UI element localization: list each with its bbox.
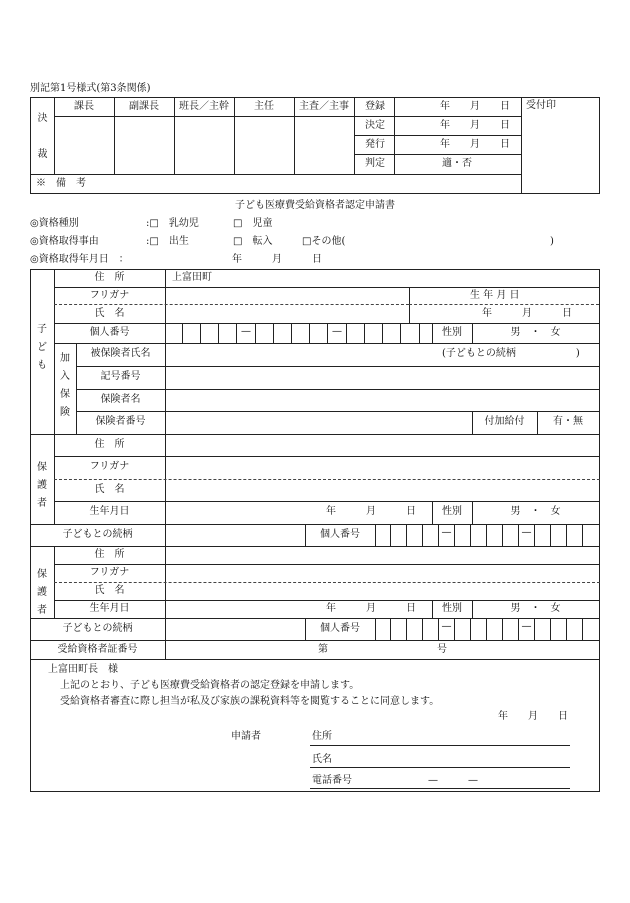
status-value-issued: 年 月 日 <box>440 139 510 150</box>
applicant-address-label: 住所 <box>312 731 332 742</box>
insurance-side-label: 加入保険 <box>60 353 70 418</box>
qualification-date-value[interactable]: 年 月 日 <box>232 254 322 265</box>
child-birth-label: 生 年 月 日 <box>470 290 520 301</box>
child-birth-value[interactable]: 年 月 日 <box>482 308 572 319</box>
guardian1-address-label: 住 所 <box>94 439 125 450</box>
insurer-name-label: 保険者名 <box>100 394 141 405</box>
guardian2-furigana-label: フリガナ <box>89 567 130 578</box>
guardian1-birth-value[interactable]: 年 月 日 <box>326 506 416 517</box>
remarks-label: ※ 備 考 <box>36 178 86 189</box>
applicant-phone-separators[interactable]: — — <box>428 775 478 786</box>
option-other[interactable]: □その他( <box>302 236 346 247</box>
insurer-number-label: 保険者番号 <box>95 416 146 427</box>
child-mynumber-label: 個人番号 <box>89 327 130 338</box>
child-address-label: 住 所 <box>94 272 125 283</box>
symbol-number-label: 記号番号 <box>100 371 141 382</box>
guardian1-birth-label: 生年月日 <box>89 506 130 517</box>
approval-col-hancho: 班長／主幹 <box>179 101 229 112</box>
child-furigana-label: フリガナ <box>89 290 130 301</box>
status-value-registered: 年 月 日 <box>440 101 510 112</box>
supplement-value[interactable]: 有・無 <box>553 416 583 427</box>
certificate-suffix: 号 <box>437 644 447 655</box>
supplement-label: 付加給付 <box>484 416 525 427</box>
declaration-date[interactable]: 年 月 日 <box>498 711 568 722</box>
status-label-decided: 決定 <box>365 120 385 131</box>
guardian2-birth-label: 生年月日 <box>89 603 130 614</box>
guardian2-sex-value[interactable]: 男 ・ 女 <box>510 603 561 614</box>
applicant-phone-label: 電話番号 <box>312 775 352 786</box>
certificate-label: 受給資格者証番号 <box>57 644 138 655</box>
guardian2-birth-value[interactable]: 年 月 日 <box>326 603 416 614</box>
child-sex-value[interactable]: 男 ・ 女 <box>510 327 561 338</box>
child-sex-label: 性別 <box>442 327 462 338</box>
guardian1-side-label: 保護者 <box>37 462 47 509</box>
guardian2-name-label: 氏 名 <box>94 585 125 596</box>
guardian1-mynumber-label: 個人番号 <box>320 529 360 540</box>
option-other-close: ) <box>550 236 554 247</box>
guardian1-name-label: 氏 名 <box>94 484 125 495</box>
status-label-registered: 登録 <box>365 101 385 112</box>
guardian2-relation-label: 子どもとの続柄 <box>62 623 133 634</box>
guardian1-sex-label: 性別 <box>442 506 462 517</box>
applicant-label: 申請者 <box>231 731 261 742</box>
qualification-date-label: ◎資格取得年月日 ： <box>30 254 129 265</box>
relation-note: (子どもとの続柄 ) <box>442 348 580 359</box>
qualification-reason-label: ◎資格取得事由 <box>30 236 99 247</box>
guardian2-address-label: 住 所 <box>94 549 125 560</box>
status-label-issued: 発行 <box>365 139 385 150</box>
option-infant[interactable]: :□ 乳幼児 <box>146 218 199 229</box>
child-side-label: 子ども <box>37 324 47 371</box>
guardian2-sex-label: 性別 <box>442 603 462 614</box>
option-child[interactable]: □ 児童 <box>233 218 273 229</box>
form-title: 子ども医療費受給資格者認定申請書 <box>235 200 395 211</box>
insured-name-label: 被保険者氏名 <box>90 348 151 359</box>
form-reference: 別記第1号様式(第3条関係) <box>30 83 151 94</box>
status-value-judged: 適・否 <box>442 158 472 169</box>
approval-col-shunin: 主任 <box>254 101 274 112</box>
child-address-value[interactable]: 上富田町 <box>172 272 212 283</box>
approval-col-shusa: 主査／主事 <box>299 101 349 112</box>
approval-label-1: 決 <box>37 113 48 124</box>
guardian1-relation-label: 子どもとの続柄 <box>62 529 133 540</box>
declaration-line-2: 受給資格者審査に際し担当が私及び家族の課税資料等を閲覧することに同意します。 <box>60 696 440 707</box>
status-label-judged: 判定 <box>365 158 385 169</box>
child-name-label: 氏 名 <box>94 308 125 319</box>
guardian2-mynumber-label: 個人番号 <box>320 623 360 634</box>
certificate-prefix: 第 <box>318 644 328 655</box>
approval-label-2: 裁 <box>37 149 48 160</box>
approval-col-fukukacho: 副課長 <box>129 101 159 112</box>
guardian2-side-label: 保護者 <box>37 569 47 616</box>
approval-col-kacho: 課長 <box>74 101 94 112</box>
guardian1-sex-value[interactable]: 男 ・ 女 <box>510 506 561 517</box>
qualification-type-label: ◎資格種別 <box>30 218 79 229</box>
addressee: 上富田町長 様 <box>48 664 118 675</box>
option-birth[interactable]: :□ 出生 <box>146 236 189 247</box>
applicant-name-label: 氏名 <box>312 754 332 765</box>
guardian2-mynumber-cells[interactable]: — — <box>375 618 599 640</box>
option-move-in[interactable]: □ 転入 <box>233 236 273 247</box>
declaration-line-1: 上記のとおり、子ども医療費受給資格者の認定登録を申請します。 <box>60 680 360 691</box>
guardian1-furigana-label: フリガナ <box>89 461 130 472</box>
guardian1-mynumber-cells[interactable]: — — <box>375 524 599 546</box>
status-value-decided: 年 月 日 <box>440 120 510 131</box>
receipt-stamp-label: 受付印 <box>526 100 556 111</box>
child-mynumber-cells[interactable]: — — <box>165 323 432 343</box>
